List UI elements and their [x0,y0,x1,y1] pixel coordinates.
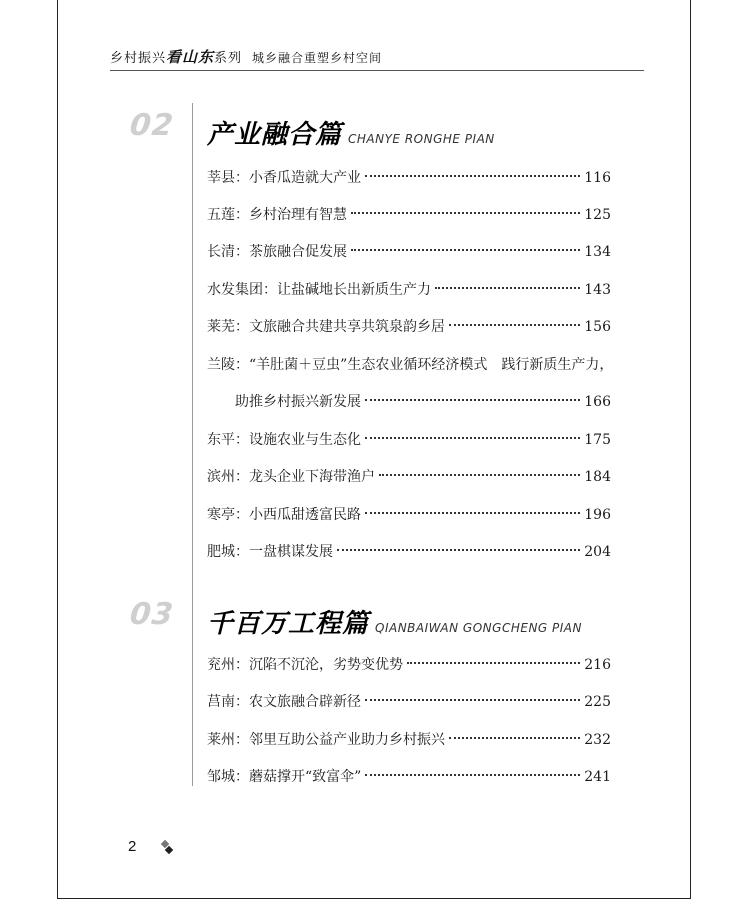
toc-entry-title: 莱芜：文旅融合共建共享共筑泉韵乡居 [207,319,445,335]
toc-entry-title: 邹城：蘑菇撑开“致富伞” [207,769,362,785]
toc-entry-continuation[interactable] [235,392,611,412]
header-rule [110,70,644,71]
leader-dots [365,512,580,514]
toc-entry-page: 175 [584,432,611,448]
toc-entry[interactable] [207,767,611,787]
toc-entry-page: 225 [584,694,611,710]
section-title [207,603,582,640]
toc-entry[interactable] [207,280,611,300]
section-number: 03 [128,597,176,632]
section-title-en: CHANYE RONGHE PIAN [348,132,495,146]
toc-entry[interactable] [207,692,611,712]
leader-dots [337,549,580,551]
toc-entry-page: 116 [584,170,611,186]
leader-dots [407,662,580,664]
series-suffix: 系列 [214,51,243,66]
toc-entry-page: 204 [584,544,611,560]
toc-entry[interactable] [207,168,611,188]
toc-entry-page: 232 [584,732,611,748]
toc-entry[interactable] [207,242,611,262]
page-number: 2 [128,838,137,855]
leader-dots [365,699,580,701]
section-number: 02 [128,108,176,143]
toc-entry[interactable] [207,730,611,750]
toc-entry-page: 241 [584,769,611,785]
leader-dots [365,399,580,401]
toc-entry-title: 长清：茶旅融合促发展 [207,244,347,260]
toc-entry-page: 156 [584,319,611,335]
margin-rule [192,103,193,786]
leader-dots [449,324,580,326]
toc-entry-title: 东平：设施农业与生态化 [207,432,361,448]
toc-entry-title: 五莲：乡村治理有智慧 [207,207,347,223]
section-title-en: QIANBAIWAN GONGCHENG PIAN [375,621,582,635]
toc-entry-page: 143 [584,282,611,298]
toc-entry-title: 莘县：小香瓜造就大产业 [207,170,361,186]
toc-entry-page: 125 [584,207,611,223]
leader-dots [435,287,580,289]
toc-entry[interactable] [207,505,611,525]
toc-entry-title: 兰陵：“羊肚菌＋豆虫”生态农业循环经济模式 践行新质生产力， [207,357,614,373]
toc-entry-title: 兖州：沉陷不沉沦，劣势变优势 [207,657,403,673]
section-title-cn: 千百万工程篇 [207,609,370,639]
running-head [110,46,382,67]
series-prefix: 乡村振兴 [110,51,167,66]
toc-entry[interactable] [207,205,611,225]
leader-dots [379,474,580,476]
toc-entry[interactable] [207,542,611,562]
toc-entry-title: 滨州：龙头企业下海带渔户 [207,469,375,485]
leader-dots [365,437,580,439]
toc-entry-page: 166 [584,394,611,410]
toc-entry-page: 196 [584,507,611,523]
leader-dots [365,774,580,776]
toc-entry[interactable] [207,317,611,337]
leader-dots [351,249,580,251]
toc-entry-title: 莒南：农文旅融合辟新径 [207,694,361,710]
book-title: 城乡融合重塑乡村空间 [252,51,383,65]
toc-entry-title: 水发集团：让盐碱地长出新质生产力 [207,282,431,298]
leader-dots [351,212,580,214]
toc-entry-title-cont: 助推乡村振兴新发展 [235,394,361,410]
section-title [207,114,495,151]
leader-dots [365,175,580,177]
toc-entry-page: 216 [584,657,611,673]
leader-dots [449,737,580,739]
toc-entry[interactable] [207,655,611,675]
section-title-cn: 产业融合篇 [207,120,343,150]
toc-entry-title: 寒亭：小西瓜甜透富民路 [207,507,361,523]
toc-entry[interactable] [207,467,611,487]
series-brand: 看山东 [166,48,215,66]
toc-entry[interactable] [207,430,611,450]
toc-entry-multiline[interactable] [207,355,614,375]
toc-entry-page: 134 [584,244,611,260]
toc-entry-title: 肥城：一盘棋谋发展 [207,544,333,560]
toc-entry-page: 184 [584,469,611,485]
toc-entry-title: 莱州：邻里互助公益产业助力乡村振兴 [207,732,445,748]
